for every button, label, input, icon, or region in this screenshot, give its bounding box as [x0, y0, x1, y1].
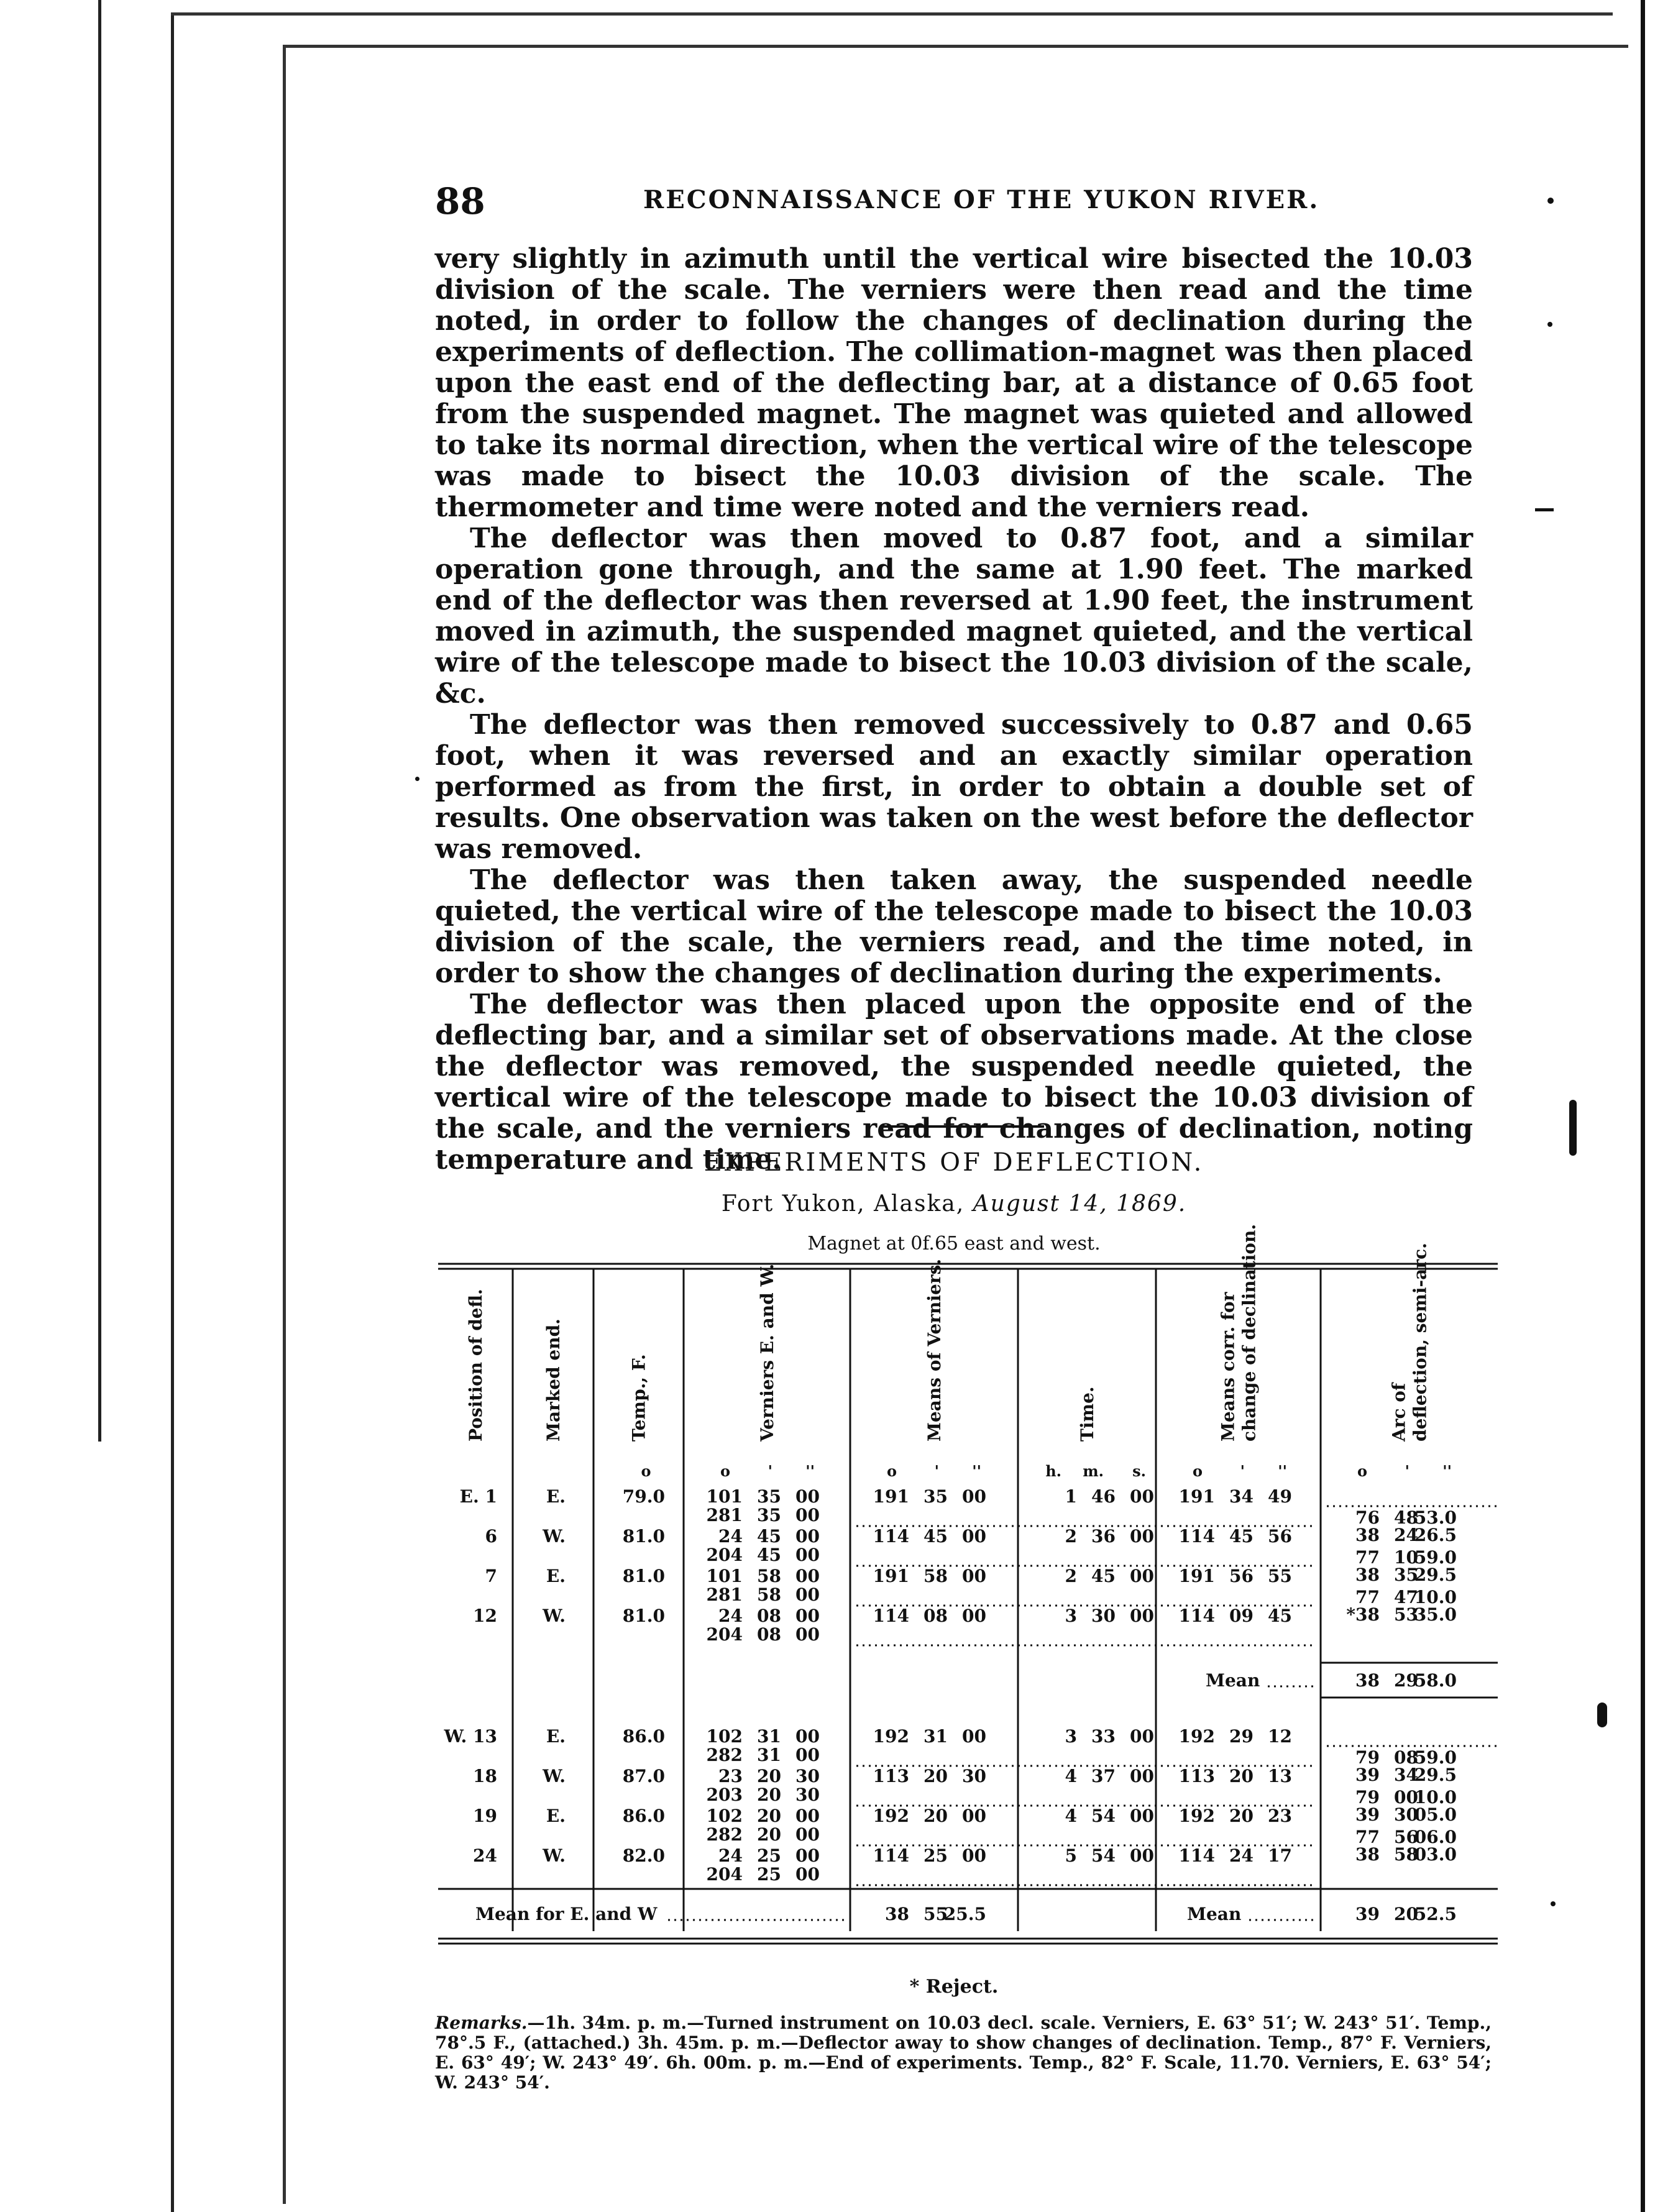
corr-cell: 20 [1229, 1766, 1254, 1786]
vernier-cell: 20 [757, 1824, 781, 1845]
mean-cell: 00 [962, 1526, 986, 1547]
vernier-cell: 08 [757, 1606, 781, 1626]
arc-cell: 56 [1394, 1827, 1418, 1847]
unit-label: ' [934, 1462, 939, 1480]
paragraph: The deflector was then taken away, the suspended needle quieted, the vertical wire of the telescope made to bisect the 10.03 division of the scale, the verniers read, and the time noted, in order to show the changes of declination during the experiments. [435, 864, 1473, 989]
vernier-cell: 31 [757, 1745, 781, 1765]
footer-mean-value: 39 [1355, 1904, 1380, 1924]
vernier-cell: 204 [706, 1624, 743, 1645]
column-header: change of declination. [1239, 1223, 1260, 1442]
remarks [435, 2013, 1492, 2093]
arc-cell: 34 [1394, 1765, 1418, 1785]
arc-cell: 30 [1394, 1804, 1418, 1825]
arc-cell: 58 [1394, 1844, 1418, 1865]
time-cell: 36 [1091, 1526, 1116, 1547]
mean-cell: 191 [873, 1566, 909, 1586]
vernier-cell: 31 [757, 1726, 781, 1747]
vernier-cell: 281 [706, 1505, 743, 1525]
vernier-cell: 00 [795, 1624, 820, 1645]
vernier-cell: 45 [757, 1545, 781, 1565]
column-header: Means of Verniers. [924, 1258, 945, 1442]
mean-cell: 58 [924, 1566, 948, 1586]
arc-cell: *38 [1346, 1604, 1380, 1625]
corr-cell: 09 [1229, 1606, 1254, 1626]
mean-cell: 08 [924, 1606, 948, 1626]
unit-label: m. [1083, 1462, 1104, 1480]
mean-cell: 114 [873, 1606, 909, 1626]
mean-cell: 00 [962, 1726, 986, 1747]
unit-label: o [720, 1462, 730, 1480]
arc-cell: 08 [1394, 1747, 1418, 1768]
footer-value: 55 [924, 1904, 948, 1924]
position-cell: 6 [485, 1526, 497, 1547]
arc-cell: 10 [1394, 1547, 1418, 1568]
temp-cell: 81.0 [622, 1526, 665, 1547]
paragraph: very slightly in azimuth until the vertical wire bisected the 10.03 division of the scale. The verniers were then read and the time noted, in order to follow the changes of declination during the experiments of deflection. The collimation-magnet was then placed upon the east end of the deflecting bar, at a distance of 0.65 foot from the suspended magnet. The magnet was quieted and allowed to take its normal direction, when the vertical wire of the telescope was made to bisect the 10.03 division of the scale. The thermometer and time were noted and the verniers read. [435, 243, 1473, 523]
vernier-cell: 20 [757, 1766, 781, 1786]
position-cell: W. 13 [444, 1726, 497, 1747]
position-cell: 12 [473, 1606, 497, 1626]
unit-label: '' [805, 1462, 815, 1480]
arc-cell: 00 [1394, 1787, 1418, 1808]
time-cell: 33 [1091, 1726, 1116, 1747]
corr-cell: 34 [1229, 1486, 1254, 1507]
vernier-cell: 00 [795, 1566, 820, 1586]
vernier-cell: 24 [718, 1526, 743, 1547]
position-cell: 24 [473, 1845, 497, 1866]
time-cell: 00 [1130, 1606, 1154, 1626]
unit-label: '' [1278, 1462, 1287, 1480]
vernier-cell: 282 [706, 1824, 743, 1845]
unit-label: o [1357, 1462, 1367, 1480]
arc-cell: 53.0 [1414, 1507, 1457, 1528]
vernier-cell: 00 [795, 1845, 820, 1866]
reject-note: * Reject. [909, 1976, 999, 1998]
corr-cell: 192 [1178, 1806, 1215, 1826]
mean-cell: 35 [924, 1486, 948, 1507]
time-cell: 00 [1130, 1526, 1154, 1547]
time-cell: 00 [1130, 1566, 1154, 1586]
column-header: Marked end. [543, 1319, 564, 1442]
vernier-cell: 00 [795, 1584, 820, 1605]
vernier-cell: 00 [795, 1824, 820, 1845]
vernier-cell: 08 [757, 1624, 781, 1645]
footer-mean-value: 20 [1394, 1904, 1418, 1924]
footer-mean-label: Mean [1187, 1904, 1242, 1924]
arc-cell: 79 [1355, 1787, 1380, 1808]
mean-cell: 30 [962, 1766, 986, 1786]
mean-label: Mean [1206, 1670, 1260, 1691]
temp-cell: 87.0 [622, 1766, 665, 1786]
marked-end-cell: W. [543, 1606, 566, 1626]
time-cell: 00 [1130, 1806, 1154, 1826]
time-cell: 00 [1130, 1486, 1154, 1507]
vernier-cell: 204 [706, 1864, 743, 1885]
vernier-cell: 30 [795, 1785, 820, 1805]
time-cell: 00 [1130, 1766, 1154, 1786]
vernier-cell: 20 [757, 1785, 781, 1805]
vernier-cell: 101 [706, 1566, 743, 1586]
mean-cell: 25 [924, 1845, 948, 1866]
marked-end-cell: W. [543, 1526, 566, 1547]
corr-cell: 55 [1268, 1566, 1292, 1586]
arc-cell: 59.0 [1414, 1747, 1457, 1768]
time-cell: 2 [1065, 1526, 1077, 1547]
vernier-cell: 25 [757, 1845, 781, 1866]
mean-cell: 00 [962, 1486, 986, 1507]
mean-value: 38 [1355, 1670, 1380, 1691]
position-cell: 7 [485, 1566, 497, 1586]
vernier-cell: 00 [795, 1526, 820, 1547]
mean-cell: 191 [873, 1486, 909, 1507]
arc-cell: 05.0 [1414, 1804, 1457, 1825]
vernier-cell: 23 [718, 1766, 743, 1786]
time-cell: 37 [1091, 1766, 1116, 1786]
vernier-cell: 203 [706, 1785, 743, 1805]
column-header: deflection, semi-arc. [1409, 1243, 1431, 1442]
vernier-cell: 204 [706, 1545, 743, 1565]
arc-cell: 53 [1394, 1604, 1418, 1625]
column-header: Time. [1077, 1386, 1098, 1442]
arc-cell: 10.0 [1414, 1787, 1457, 1808]
vernier-cell: 00 [795, 1545, 820, 1565]
mean-cell: 20 [924, 1806, 948, 1826]
temp-cell: 81.0 [622, 1566, 665, 1586]
mean-cell: 00 [962, 1845, 986, 1866]
unit-label: h. [1045, 1462, 1061, 1480]
page-number: 88 [435, 180, 485, 222]
corr-cell: 191 [1178, 1486, 1215, 1507]
temp-cell: 79.0 [622, 1486, 665, 1507]
corr-cell: 29 [1229, 1726, 1254, 1747]
unit-label: o [641, 1462, 651, 1480]
unit-label: o [886, 1462, 897, 1480]
vernier-cell: 101 [706, 1486, 743, 1507]
vernier-cell: 102 [706, 1726, 743, 1747]
corr-cell: 20 [1229, 1806, 1254, 1826]
mean-value: 58.0 [1414, 1670, 1457, 1691]
column-header: Temp., F. [628, 1354, 649, 1442]
vernier-cell: 00 [795, 1486, 820, 1507]
temp-cell: 82.0 [622, 1845, 665, 1866]
mean-cell: 20 [924, 1766, 948, 1786]
corr-cell: 12 [1268, 1726, 1292, 1747]
arc-cell: 79 [1355, 1747, 1380, 1768]
table-caption: Magnet at 0f.65 east and west. [807, 1233, 1101, 1255]
corr-cell: 114 [1178, 1845, 1215, 1866]
time-cell: 45 [1091, 1566, 1116, 1586]
arc-cell: 59.0 [1414, 1547, 1457, 1568]
corr-cell: 17 [1268, 1845, 1292, 1866]
time-cell: 30 [1091, 1606, 1116, 1626]
vernier-cell: 24 [718, 1606, 743, 1626]
table-title: EXPERIMENTS OF DEFLECTION. [704, 1148, 1204, 1177]
mean-cell: 114 [873, 1845, 909, 1866]
mean-cell: 113 [873, 1766, 909, 1786]
arc-cell: 03.0 [1414, 1844, 1457, 1865]
vernier-cell: 20 [757, 1806, 781, 1826]
position-cell: 18 [473, 1766, 497, 1786]
vernier-cell: 35 [757, 1486, 781, 1507]
arc-cell: 24 [1394, 1525, 1418, 1545]
mean-cell: 00 [962, 1806, 986, 1826]
unit-label: ' [1240, 1462, 1245, 1480]
vernier-cell: 00 [795, 1745, 820, 1765]
vernier-cell: 45 [757, 1526, 781, 1547]
time-cell: 00 [1130, 1845, 1154, 1866]
vernier-cell: 30 [795, 1766, 820, 1786]
arc-cell: 06.0 [1414, 1827, 1457, 1847]
temp-cell: 81.0 [622, 1606, 665, 1626]
table-place-name: Fort Yukon, Alaska, [721, 1191, 965, 1217]
arc-cell: 76 [1355, 1507, 1380, 1528]
vernier-cell: 58 [757, 1566, 781, 1586]
vernier-cell: 102 [706, 1806, 743, 1826]
temp-cell: 86.0 [622, 1726, 665, 1747]
vernier-cell: 281 [706, 1584, 743, 1605]
marked-end-cell: W. [543, 1766, 566, 1786]
time-cell: 54 [1091, 1806, 1116, 1826]
corr-cell: 49 [1268, 1486, 1292, 1507]
mean-cell: 114 [873, 1526, 909, 1547]
paragraph: The deflector was then moved to 0.87 foot, and a similar operation gone through, and the same at 1.90 feet. The marked end of the deflector was then reversed at 1.90 feet, the instrument moved in azimuth, the suspended magnet quieted, and the vertical wire of the telescope made to bisect the 10.03 division of the scale, &c. [435, 523, 1473, 710]
vernier-cell: 25 [757, 1864, 781, 1885]
arc-cell: 77 [1355, 1547, 1380, 1568]
position-cell: E. 1 [459, 1486, 497, 1507]
arc-cell: 47 [1394, 1587, 1418, 1607]
time-cell: 3 [1065, 1606, 1077, 1626]
vernier-cell: 24 [718, 1845, 743, 1866]
arc-cell: 38 [1355, 1525, 1380, 1545]
vernier-cell: 00 [795, 1864, 820, 1885]
mean-value: 29 [1394, 1670, 1418, 1691]
corr-cell: 192 [1178, 1726, 1215, 1747]
mean-cell: 192 [873, 1806, 909, 1826]
arc-cell: 38 [1355, 1844, 1380, 1865]
arc-cell: 48 [1394, 1507, 1418, 1528]
arc-cell: 29.5 [1414, 1565, 1457, 1585]
unit-label: '' [972, 1462, 981, 1480]
arc-cell: 29.5 [1414, 1765, 1457, 1785]
mean-cell: 45 [924, 1526, 948, 1547]
corr-cell: 13 [1268, 1766, 1292, 1786]
footer-value: 25.5 [943, 1904, 986, 1924]
arc-cell: 39 [1355, 1804, 1380, 1825]
corr-cell: 24 [1229, 1845, 1254, 1866]
footer-mean-value: 52.5 [1414, 1904, 1457, 1924]
vernier-cell: 00 [795, 1606, 820, 1626]
corr-cell: 45 [1268, 1606, 1292, 1626]
vernier-cell: 00 [795, 1505, 820, 1525]
arc-cell: 77 [1355, 1827, 1380, 1847]
time-cell: 46 [1091, 1486, 1116, 1507]
arc-cell: 35.0 [1414, 1604, 1457, 1625]
corr-cell: 191 [1178, 1566, 1215, 1586]
corr-cell: 56 [1268, 1526, 1292, 1547]
unit-label: ' [768, 1462, 772, 1480]
column-header: Means corr. for [1217, 1292, 1239, 1442]
time-cell: 1 [1065, 1486, 1077, 1507]
column-header: Verniers E. and W. [757, 1263, 777, 1442]
footer-value: 38 [885, 1904, 909, 1924]
vernier-cell: 35 [757, 1505, 781, 1525]
mean-cell: 31 [924, 1726, 948, 1747]
corr-cell: 45 [1229, 1526, 1254, 1547]
marked-end-cell: E. [546, 1806, 566, 1826]
temp-cell: 86.0 [622, 1806, 665, 1826]
corr-cell: 114 [1178, 1606, 1215, 1626]
arc-cell: 10.0 [1414, 1587, 1457, 1607]
unit-label: s. [1132, 1462, 1146, 1480]
mean-cell: 00 [962, 1566, 986, 1586]
mean-cell: 192 [873, 1726, 909, 1747]
arc-cell: 26.5 [1414, 1525, 1457, 1545]
vernier-cell: 58 [757, 1584, 781, 1605]
marked-end-cell: E. [546, 1486, 566, 1507]
unit-label: o [1192, 1462, 1203, 1480]
running-title: RECONNAISSANCE OF THE YUKON RIVER. [643, 185, 1320, 214]
mean-cell: 00 [962, 1606, 986, 1626]
time-cell: 3 [1065, 1726, 1077, 1747]
corr-cell: 56 [1229, 1566, 1254, 1586]
unit-label: '' [1442, 1462, 1452, 1480]
time-cell: 2 [1065, 1566, 1077, 1586]
arc-cell: 39 [1355, 1765, 1380, 1785]
arc-cell: 35 [1394, 1565, 1418, 1585]
arc-cell: 77 [1355, 1587, 1380, 1607]
paragraph: The deflector was then placed upon the opposite end of the deflecting bar, and a similar set of observations made. At the close the deflector was removed, the suspended needle quieted, the vertical wire of the telescope made to bisect the 10.03 division of the scale, and the verniers read for changes of declination, noting temperature and time. [435, 989, 1473, 1176]
time-cell: 4 [1065, 1766, 1077, 1786]
vernier-cell: 00 [795, 1806, 820, 1826]
vernier-cell: 00 [795, 1726, 820, 1747]
column-header: Position of defl. [465, 1289, 486, 1442]
corr-cell: 23 [1268, 1806, 1292, 1826]
position-cell: 19 [473, 1806, 497, 1826]
time-cell: 00 [1130, 1726, 1154, 1747]
time-cell: 5 [1065, 1845, 1077, 1866]
remarks-label: Remarks. [435, 2013, 528, 2033]
time-cell: 54 [1091, 1845, 1116, 1866]
corr-cell: 113 [1178, 1766, 1215, 1786]
unit-label: ' [1405, 1462, 1409, 1480]
column-header: Arc of [1388, 1383, 1409, 1442]
paragraph: The deflector was then removed successively to 0.87 and 0.65 foot, when it was reversed and an exactly similar operation performed as from the first, in order to obtain a double set of results. One observation was taken on the west before the deflector was removed. [435, 709, 1473, 865]
time-cell: 4 [1065, 1806, 1077, 1826]
vernier-cell: 282 [706, 1745, 743, 1765]
corr-cell: 114 [1178, 1526, 1215, 1547]
footer-label: Mean for E. and W [475, 1904, 658, 1924]
remarks-text: —1h. 34m. p. m.—Turned instrument on 10.03 decl. scale. Verniers, E. 63° 51′; W. 243° 51′. Temp., 78°.5 F., (attached.) 3h. 45m. p. m.—Deflector away to show changes of declination. Temp., 87° F. Verniers, E. 63° 49′; W. 243° 49′. 6h. 00m. p. m.—End of experiments. Temp., 82° F. Scale, 11.70. Verniers, E. 63° 54′; W. 243° 54′. [435, 2013, 1492, 2093]
marked-end-cell: W. [543, 1845, 566, 1866]
marked-end-cell: E. [546, 1726, 566, 1747]
table-place-date: August 14, 1869. [973, 1191, 1187, 1217]
marked-end-cell: E. [546, 1566, 566, 1586]
arc-cell: 38 [1355, 1565, 1380, 1585]
